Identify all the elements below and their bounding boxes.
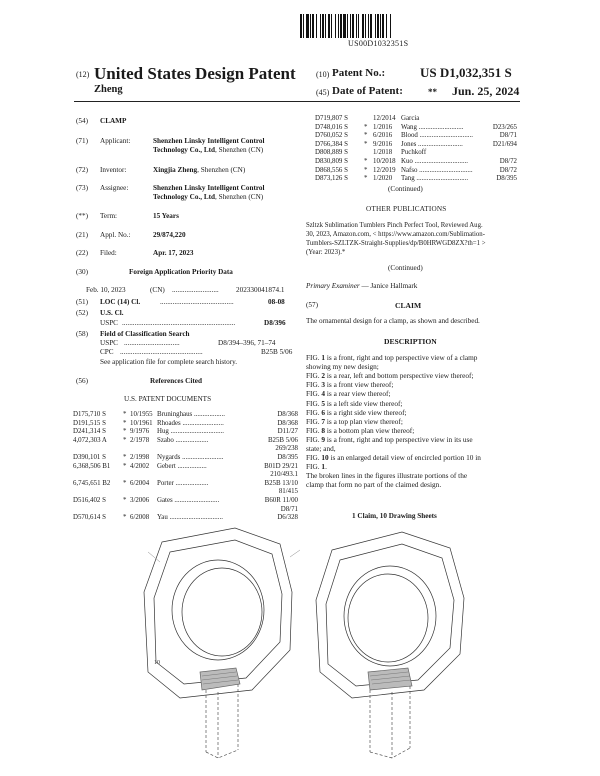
reference-date: 3/2006	[130, 497, 150, 504]
reference-name: Blood ...............................	[401, 132, 473, 140]
barcode-bar	[391, 14, 392, 38]
field-uspc-dots: ...............................	[124, 339, 180, 347]
barcode-number: US00D1032351S	[348, 39, 409, 48]
reference-number: D719,807 S	[315, 115, 348, 122]
reference-row	[73, 480, 298, 489]
uscl-code: (52)	[76, 309, 88, 317]
other-publications-heading: OTHER PUBLICATIONS	[366, 205, 447, 213]
applicant-label: Applicant:	[100, 137, 131, 145]
field-cpc-label: CPC	[100, 348, 114, 356]
reference-name: Gates ..........................	[157, 497, 220, 504]
reference-name: Hug ...............................	[157, 428, 224, 436]
reference-date: 1/2016	[373, 123, 393, 131]
description-line: FIG. 5 is a left side view thereof;	[306, 398, 403, 408]
description-line: FIG. 1.	[306, 462, 327, 472]
reference-row	[315, 167, 517, 176]
appl-code: (21)	[76, 231, 88, 239]
uspc-dots: ...............................................................	[122, 319, 236, 327]
reference-class: D23/265	[492, 123, 517, 131]
reference-class: B60R 11/00	[264, 497, 298, 504]
title-code: (54)	[76, 117, 88, 125]
reference-number: D808,889 S	[315, 149, 348, 157]
reference-class: D8/72	[499, 166, 517, 174]
reference-star: *	[123, 497, 127, 504]
field-uspc-label: USPC	[100, 339, 118, 347]
reference-class: D8/395	[277, 454, 298, 461]
reference-star: *	[123, 514, 127, 522]
reference-name: Rhoades ........................	[157, 419, 224, 427]
clamp-view-rear-left-bottom	[316, 532, 464, 758]
other-pub-line-3: Tumblers-SZLTZK-Straight-Supplies/dp/B0HRWGD8ZX?th=1 >	[306, 240, 486, 247]
reference-name: Garcia	[401, 115, 420, 122]
reference-row	[73, 463, 298, 472]
reference-name: Nafso ...............................	[401, 166, 473, 174]
patent-number: US D1,032,351 S	[420, 65, 512, 80]
patent-no-label: Patent No.:	[332, 67, 386, 79]
foreign-number: 202330041874.1	[236, 286, 285, 294]
appl-label: Appl. No.:	[100, 231, 131, 239]
reference-row	[73, 497, 298, 506]
reference-row	[73, 428, 298, 437]
reference-class: D11/27	[277, 428, 298, 436]
description-line: FIG. 4 is a rear view thereof;	[306, 389, 391, 399]
reference-name: Bruninghaus ..................	[157, 411, 225, 418]
patent-date: Jun. 25, 2024	[452, 84, 520, 98]
reference-date: 1/2018	[373, 149, 393, 157]
applicant-city: , Shenzhen (CN)	[215, 146, 264, 154]
inventor-city: , Shenzhen (CN)	[197, 166, 246, 174]
examiner-name: — Janice Hallmark	[359, 282, 418, 290]
reference-number: D191,515 S	[73, 419, 106, 427]
reference-row	[315, 149, 517, 158]
reference-class: B25B 13/10	[264, 479, 298, 487]
reference-date: 6/2016	[373, 132, 393, 140]
filed-label: Filed:	[100, 249, 117, 257]
uscl-label: U.S. Cl.	[100, 309, 124, 317]
other-pub-line-4: (Year: 2023).*	[306, 249, 346, 256]
reference-name: Yau ...............................	[157, 514, 223, 522]
description-line: FIG. 6 is a right side view thereof;	[306, 407, 407, 417]
reference-star: *	[364, 166, 368, 174]
field-uspc-value: D8/394–396, 71–74	[218, 339, 276, 347]
reference-date: 10/2018	[373, 158, 396, 165]
clamp-view-front-right-top	[144, 528, 300, 758]
date-of-patent-label: Date of Patent:	[332, 85, 403, 97]
reference-star: *	[123, 479, 127, 487]
reference-number: D868,556 S	[315, 166, 348, 174]
assignee-label: Assignee:	[100, 184, 129, 192]
reference-star: *	[123, 428, 127, 436]
reference-name: Nygards ........................	[157, 454, 224, 461]
reference-date: 4/2002	[130, 462, 150, 470]
term-code: (**)	[76, 212, 88, 220]
other-pub-line-1: Szltzk Sublimation Tumblers Pinch Perfect Tool, Reviewed Aug.	[306, 222, 483, 229]
reference-name: Tang ..............................	[401, 175, 469, 183]
reference-name: Szabo ...................	[157, 436, 209, 444]
kind-code-45: (45)	[316, 88, 330, 97]
description-line: FIG. 3 is a front view thereof;	[306, 380, 394, 390]
clamp-drawing	[140, 522, 470, 762]
uspc-value: D8/396	[264, 319, 286, 327]
reference-date: 12/2014	[373, 115, 396, 122]
reference-star: *	[364, 140, 368, 148]
filed-code: (22)	[76, 249, 88, 257]
kind-code-10: (10)	[316, 70, 330, 79]
reference-star: *	[123, 419, 127, 427]
reference-class-continued: 81/415	[278, 488, 298, 496]
design-title: CLAMP	[100, 117, 127, 125]
foreign-heading: Foreign Application Priority Data	[129, 268, 233, 276]
reference-number: D873,126 S	[315, 175, 348, 183]
field-note: See application file for complete search history.	[100, 358, 238, 366]
description-line: FIG. 10 is an enlarged detail view of encircled portion 10 in	[306, 453, 481, 463]
assignee-city: , Shenzhen (CN)	[215, 193, 264, 201]
reference-date: 10/1961	[130, 419, 153, 427]
continued-label-1: (Continued)	[388, 185, 423, 193]
reference-number: D766,384 S	[315, 140, 348, 148]
reference-date: 6/2004	[130, 479, 150, 487]
reference-number: D748,016 S	[315, 123, 348, 131]
assignee-code: (73)	[76, 184, 88, 192]
reference-date: 9/2016	[373, 140, 393, 148]
foreign-country: (CN)	[150, 286, 165, 294]
reference-date: 6/2008	[130, 514, 150, 522]
continued-label-2: (Continued)	[388, 264, 423, 272]
description-line: FIG. 9 is a front, right and top perspective view in its use	[306, 434, 473, 444]
patent-barcode	[300, 14, 470, 38]
reference-row	[315, 141, 517, 150]
description-line: showing my new design;	[306, 362, 379, 372]
reference-number: D175,710 S	[73, 411, 106, 418]
description-line: FIG. 2 is a rear, left and bottom perspective view thereof;	[306, 371, 474, 381]
reference-row	[73, 420, 298, 429]
reference-class: D8/395	[496, 175, 517, 183]
reference-star: *	[123, 454, 127, 461]
header-rule	[74, 101, 520, 102]
applicant-name-2: Technology Co., Ltd	[153, 146, 216, 154]
reference-row	[315, 158, 517, 167]
reference-name: Jones ..........................	[401, 140, 463, 148]
figure-ref-label: 10	[154, 660, 160, 666]
references-code: (56)	[76, 377, 88, 385]
reference-number: 6,745,651 B2	[73, 479, 111, 487]
inventor-surname-header: Zheng	[94, 84, 123, 95]
reference-row	[73, 454, 298, 463]
reference-class: D8/71	[499, 132, 517, 140]
inventor-code: (72)	[76, 166, 88, 174]
term-value: 15 Years	[153, 212, 179, 220]
us-patent-docs-heading: U.S. PATENT DOCUMENTS	[124, 395, 212, 403]
filed-date: Apr. 17, 2023	[153, 249, 194, 257]
reference-date: 2/1998	[130, 454, 150, 461]
reference-number: D830,809 S	[315, 158, 348, 165]
field-label: Field of Classification Search	[100, 330, 190, 338]
reference-class: D21/694	[492, 140, 517, 148]
field-code: (58)	[76, 330, 88, 338]
reference-star: *	[364, 123, 368, 131]
reference-date: 1/2020	[373, 175, 393, 183]
reference-class-continued: 269/238	[275, 445, 298, 453]
uspc-label: USPC	[100, 319, 118, 327]
description-line: clamp that form no part of the claimed design.	[306, 480, 442, 490]
document-title: United States Design Patent	[94, 64, 296, 83]
claim-code: (57)	[306, 301, 318, 309]
reference-class: B25B 5/06	[267, 436, 298, 444]
reference-date: 12/2019	[373, 166, 396, 174]
claim-heading: CLAIM	[395, 301, 422, 310]
reference-number: 6,368,506 B1	[73, 462, 111, 470]
assignee-name-1: Shenzhen Linsky Intelligent Control	[153, 184, 265, 192]
reference-star: *	[364, 132, 368, 140]
reference-star: *	[123, 436, 127, 444]
description-heading: DESCRIPTION	[384, 337, 437, 346]
reference-class: D8/368	[277, 411, 298, 418]
reference-star: *	[123, 462, 127, 470]
description-line: state; and,	[306, 444, 336, 453]
reference-row	[73, 437, 298, 446]
claims-sheets-summary: 1 Claim, 10 Drawing Sheets	[352, 512, 437, 520]
reference-row	[315, 132, 517, 141]
kind-code-12: (12)	[76, 70, 90, 79]
reference-class: D6/328	[277, 514, 298, 522]
assignee-name-2: Technology Co., Ltd	[153, 193, 216, 201]
reference-row	[315, 124, 517, 133]
reference-class: D8/368	[277, 419, 298, 427]
other-pub-line-2: 30, 2023, Amazon.com, < https://www.amazon.com/Sublimation-	[306, 231, 485, 238]
date-marker: **	[428, 87, 437, 97]
term-label: Term:	[100, 212, 118, 220]
reference-class: B01D 29/21	[264, 462, 298, 470]
foreign-date: Feb. 10, 2023	[86, 286, 126, 294]
appl-number: 29/874,220	[153, 231, 186, 239]
reference-name: Puchkoff	[401, 149, 427, 157]
field-cpc-value: B25B 5/06	[261, 348, 293, 356]
field-cpc-dots: ..............................................	[120, 348, 203, 356]
reference-name: Porter ...................	[157, 479, 209, 487]
inventor-name: Xingjia Zheng	[153, 166, 198, 174]
reference-row	[315, 175, 517, 184]
reference-name: Wang ..........................	[401, 123, 464, 131]
claim-text: The ornamental design for a clamp, as shown and described.	[306, 317, 480, 325]
reference-class: D8/72	[499, 158, 517, 165]
examiner-label: Primary Examiner	[306, 282, 360, 290]
applicant-name-1: Shenzhen Linsky Intelligent Control	[153, 137, 265, 145]
references-heading: References Cited	[150, 377, 202, 385]
reference-star: *	[364, 158, 368, 165]
loc-label: LOC (14) Cl.	[100, 298, 141, 306]
reference-number: D570,614 S	[73, 514, 106, 522]
reference-name: Gebert .................	[157, 462, 207, 470]
reference-star: *	[123, 411, 127, 418]
inventor-label: Inventor:	[100, 166, 127, 174]
reference-row	[73, 411, 298, 420]
reference-name: Kuo ...............................	[401, 158, 468, 165]
loc-code: (51)	[76, 298, 88, 306]
loc-dots: .........................................	[160, 298, 234, 306]
reference-date: 10/1955	[130, 411, 153, 418]
reference-number: D760,052 S	[315, 132, 348, 140]
foreign-code: (30)	[76, 268, 88, 276]
reference-class-continued: D8/71	[280, 505, 298, 513]
description-line: FIG. 1 is a front, right and top perspective view of a clamp	[306, 353, 478, 362]
applicant-code: (71)	[76, 137, 88, 145]
reference-star: *	[364, 175, 368, 183]
loc-value: 08-08	[268, 298, 285, 306]
reference-date: 2/1978	[130, 436, 150, 444]
foreign-dots: ..........................	[172, 286, 219, 294]
reference-date: 9/1976	[130, 428, 150, 436]
reference-number: D390,101 S	[73, 454, 106, 461]
reference-number: 4,072,303 A	[73, 436, 107, 444]
description-line: The broken lines in the figures illustrate portions of the	[306, 471, 468, 481]
reference-number: D241,314 S	[73, 428, 106, 436]
reference-number: D516,402 S	[73, 497, 106, 504]
reference-class-continued: 210/493.1	[270, 471, 298, 479]
description-line: FIG. 8 is a bottom plan view thereof;	[306, 425, 415, 435]
description-line: FIG. 7 is a top plan view thereof;	[306, 416, 403, 426]
reference-row	[315, 115, 517, 124]
